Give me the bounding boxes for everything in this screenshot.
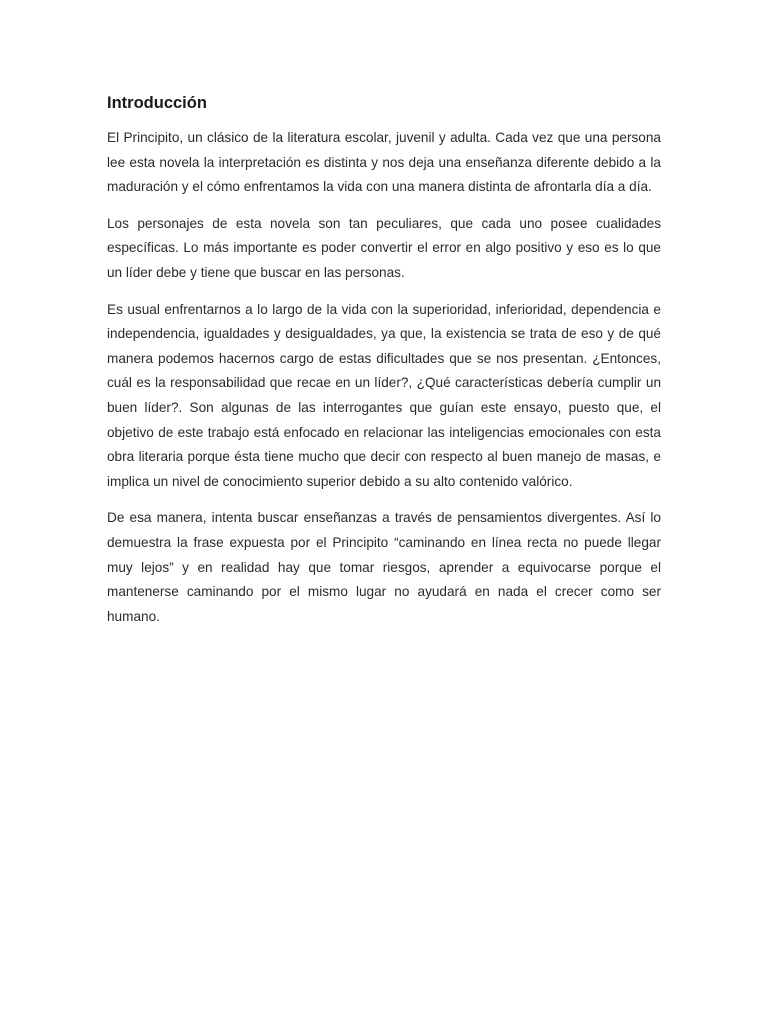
paragraph-2: Los personajes de esta novela son tan peculiares, que cada uno posee cualidades específicas. Lo más importante es poder convertir el error en algo positivo y eso es lo que un líder debe y tiene que buscar en las personas. [107,215,661,280]
paragraph-4: De esa manera, intenta buscar enseñanzas a través de pensamientos divergentes. Así lo demuestra la frase expuesta por el Principito “caminando en línea recta no puede llegar muy lejos” y en realidad hay que tomar riesgos, aprender a equivocarse porque el mantenerse caminando por el mismo lugar no ayudará en nada el crecer como ser humano. [107,510,661,624]
paragraph-3: Es usual enfrentarnos a lo largo de la vida con la superioridad, inferioridad, dependencia e independencia, igualdades y desigualdades, ya que, la existencia se trata de eso y de qué manera podemos hacernos cargo de estas dificultades que se nos presentan. ¿Entonces, cuál es la responsabilidad que recae en un líder?, ¿Qué características debería cumplir un buen líder?. Son algunas de las interrogantes que guían este ensayo, puesto que, el objetivo de este trabajo está enfocado en relacionar las inteligencias emocionales con esta obra literaria porque ésta tiene mucho que decir con respecto al buen manejo de masas, e implica un nivel de conocimiento superior debido a su alto contenido valórico. [107,301,661,489]
paragraph-1: El Principito, un clásico de la literatura escolar, juvenil y adulta. Cada vez que una persona lee esta novela la interpretación es distinta y nos deja una enseñanza diferente debido a la maduración y el cómo enfrentamos la vida con una manera distinta de afrontarla día a día. [107,130,661,195]
page-title: Introducción [107,94,207,112]
document-body [107,91,661,641]
